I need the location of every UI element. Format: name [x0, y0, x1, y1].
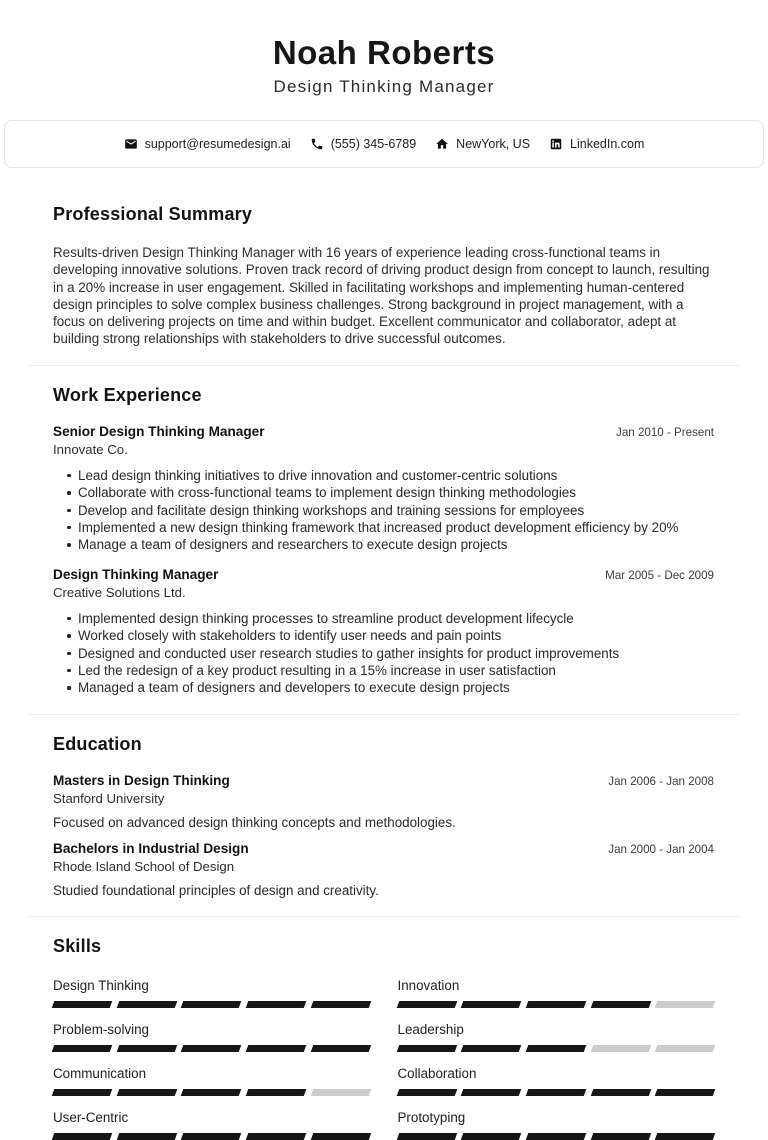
job-bullet: Worked closely with stakeholders to identify user needs and pain points	[53, 627, 714, 644]
education-school: Rhode Island School of Design	[53, 858, 235, 874]
skill-segment-filled	[590, 1133, 650, 1140]
education-header	[53, 773, 714, 788]
summary-heading: Professional Summary	[53, 203, 253, 224]
section-education	[53, 734, 714, 899]
skill-segment-filled	[311, 1001, 371, 1008]
skill-segment-filled	[116, 1133, 176, 1140]
skill-segment-filled	[655, 1089, 715, 1096]
education-description: Focused on advanced design thinking concepts and methodologies.	[53, 814, 456, 830]
education-item	[53, 773, 714, 831]
skill-segment-filled	[181, 1001, 241, 1008]
skill-level-bar	[53, 1133, 370, 1140]
skill-level-bar	[53, 1089, 370, 1096]
job-bullet-list	[53, 610, 714, 697]
section-professional-summary	[53, 204, 714, 348]
education-school: Stanford University	[53, 790, 165, 806]
skill-segment-filled	[590, 1089, 650, 1096]
skill-segment-filled	[396, 1045, 456, 1052]
job-bullet-list	[53, 467, 714, 554]
section-divider	[27, 916, 741, 917]
skill-segment-filled	[116, 1001, 176, 1008]
skill-item	[53, 1022, 370, 1052]
skill-segment-filled	[116, 1089, 176, 1096]
job-header	[53, 567, 714, 582]
skill-label: Innovation	[397, 977, 460, 993]
skill-segment-filled	[655, 1133, 715, 1140]
candidate-title: Design Thinking Manager	[273, 76, 495, 96]
section-work-experience	[53, 385, 714, 697]
skill-segment-filled	[52, 1089, 112, 1096]
skills-heading: Skills	[53, 935, 102, 956]
resume-header	[0, 0, 768, 97]
section-skills	[53, 936, 714, 1140]
skill-segment-filled	[246, 1089, 306, 1096]
work-heading: Work Experience	[53, 384, 202, 405]
linkedin-icon	[549, 137, 563, 151]
job-bullet: Designed and conducted user research studies to gather insights for product improvements	[53, 645, 714, 662]
skill-item	[398, 1066, 715, 1096]
skill-item	[53, 978, 370, 1008]
contact-linkedin	[549, 137, 644, 151]
skill-segment-empty	[311, 1089, 371, 1096]
skill-item	[398, 1110, 715, 1140]
skill-segment-filled	[396, 1133, 456, 1140]
contact-location-text: NewYork, US	[456, 136, 531, 151]
job-bullet: Manage a team of designers and researchers to execute design projects	[53, 536, 714, 553]
education-dates: Jan 2000 - Jan 2004	[608, 842, 714, 856]
skill-label: Prototyping	[397, 1109, 466, 1125]
skill-segment-filled	[181, 1133, 241, 1140]
skill-segment-filled	[246, 1133, 306, 1140]
contact-email	[124, 137, 291, 151]
skill-segment-filled	[526, 1001, 586, 1008]
skill-level-bar	[398, 1133, 715, 1140]
skill-label: Problem-solving	[53, 1021, 150, 1037]
skill-item	[53, 1110, 370, 1140]
skill-segment-filled	[461, 1045, 521, 1052]
skill-segment-filled	[396, 1089, 456, 1096]
education-item	[53, 841, 714, 899]
skill-segment-filled	[461, 1089, 521, 1096]
skill-label: Leadership	[397, 1021, 464, 1037]
contact-bar	[4, 120, 764, 168]
job-bullet: Managed a team of designers and developers to execute design projects	[53, 679, 714, 696]
skill-segment-filled	[181, 1045, 241, 1052]
phone-icon	[310, 137, 324, 151]
education-degree: Bachelors in Industrial Design	[53, 840, 249, 856]
education-heading: Education	[53, 733, 142, 754]
skill-level-bar	[398, 1045, 715, 1052]
job-company: Creative Solutions Ltd.	[53, 584, 186, 600]
skill-segment-filled	[52, 1045, 112, 1052]
education-header	[53, 841, 714, 856]
job-dates: Jan 2010 - Present	[616, 425, 714, 439]
skill-label: Communication	[53, 1065, 147, 1081]
education-description: Studied foundational principles of design and creativity.	[53, 882, 379, 898]
job-bullet: Lead design thinking initiatives to drive innovation and customer-centric solutions	[53, 467, 714, 484]
section-divider	[27, 365, 741, 366]
skill-level-bar	[53, 1045, 370, 1052]
skill-label: Design Thinking	[53, 977, 149, 993]
job-item	[53, 424, 714, 554]
skill-segment-filled	[246, 1045, 306, 1052]
job-bullet: Develop and facilitate design thinking workshops and training sessions for employees	[53, 502, 714, 519]
skill-segment-empty	[655, 1001, 715, 1008]
job-item	[53, 567, 714, 697]
skill-level-bar	[53, 1001, 370, 1008]
job-dates: Mar 2005 - Dec 2009	[605, 568, 714, 582]
skill-segment-filled	[52, 1133, 112, 1140]
skill-segment-filled	[461, 1133, 521, 1140]
skill-segment-filled	[116, 1045, 176, 1052]
job-bullet: Implemented a new design thinking framework that increased product development efficiency by 20%	[53, 519, 714, 536]
skill-segment-filled	[526, 1045, 586, 1052]
candidate-name: Noah Roberts	[272, 34, 496, 71]
job-bullet: Collaborate with cross-functional teams to implement design thinking methodologies	[53, 484, 714, 501]
skill-segment-filled	[526, 1133, 586, 1140]
summary-text: Results-driven Design Thinking Manager with 16 years of experience leading cross-functional teams in developing innovative solutions. Proven track record of driving product design from concept to launch, resulting in a 20% increase in user engagement. Skilled in facilitating workshops and implementing human-centered design principles to solve complex business challenges. Strong background in project management, with a focus on delivering projects on time and within budget. Excellent communicator and collaborator, adept at building strong relationships with stakeholders to drive successful outcomes.	[53, 244, 710, 347]
skill-item	[398, 978, 715, 1008]
job-bullet: Implemented design thinking processes to streamline product development lifecycle	[53, 610, 714, 627]
job-header	[53, 424, 714, 439]
skill-segment-filled	[396, 1001, 456, 1008]
contact-phone	[310, 137, 416, 151]
job-title: Design Thinking Manager	[53, 566, 219, 582]
skill-level-bar	[398, 1089, 715, 1096]
skill-segment-filled	[590, 1001, 650, 1008]
skill-segment-filled	[526, 1089, 586, 1096]
skill-segment-empty	[655, 1045, 715, 1052]
contact-phone-text: (555) 345-6789	[330, 136, 417, 151]
home-icon	[435, 137, 449, 151]
skills-grid	[53, 978, 714, 1140]
skill-segment-filled	[52, 1001, 112, 1008]
skill-segment-filled	[461, 1001, 521, 1008]
skill-segment-filled	[311, 1133, 371, 1140]
contact-linkedin-text: LinkedIn.com	[570, 136, 645, 151]
skill-level-bar	[398, 1001, 715, 1008]
skill-segment-filled	[311, 1045, 371, 1052]
contact-location	[435, 137, 530, 151]
education-degree: Masters in Design Thinking	[53, 772, 230, 788]
skill-item	[398, 1022, 715, 1052]
skill-label: Collaboration	[397, 1065, 477, 1081]
mail-icon	[124, 137, 138, 151]
education-dates: Jan 2006 - Jan 2008	[608, 774, 714, 788]
job-bullet: Led the redesign of a key product resulting in a 15% increase in user satisfaction	[53, 662, 714, 679]
skill-item	[53, 1066, 370, 1096]
skill-segment-empty	[590, 1045, 650, 1052]
skill-label: User-Centric	[53, 1109, 129, 1125]
skill-segment-filled	[181, 1089, 241, 1096]
job-company: Innovate Co.	[53, 441, 128, 457]
contact-email-text: support@resumedesign.ai	[144, 136, 291, 151]
section-divider	[27, 714, 741, 715]
skill-segment-filled	[246, 1001, 306, 1008]
job-title: Senior Design Thinking Manager	[53, 423, 265, 439]
resume-body	[0, 204, 768, 1140]
